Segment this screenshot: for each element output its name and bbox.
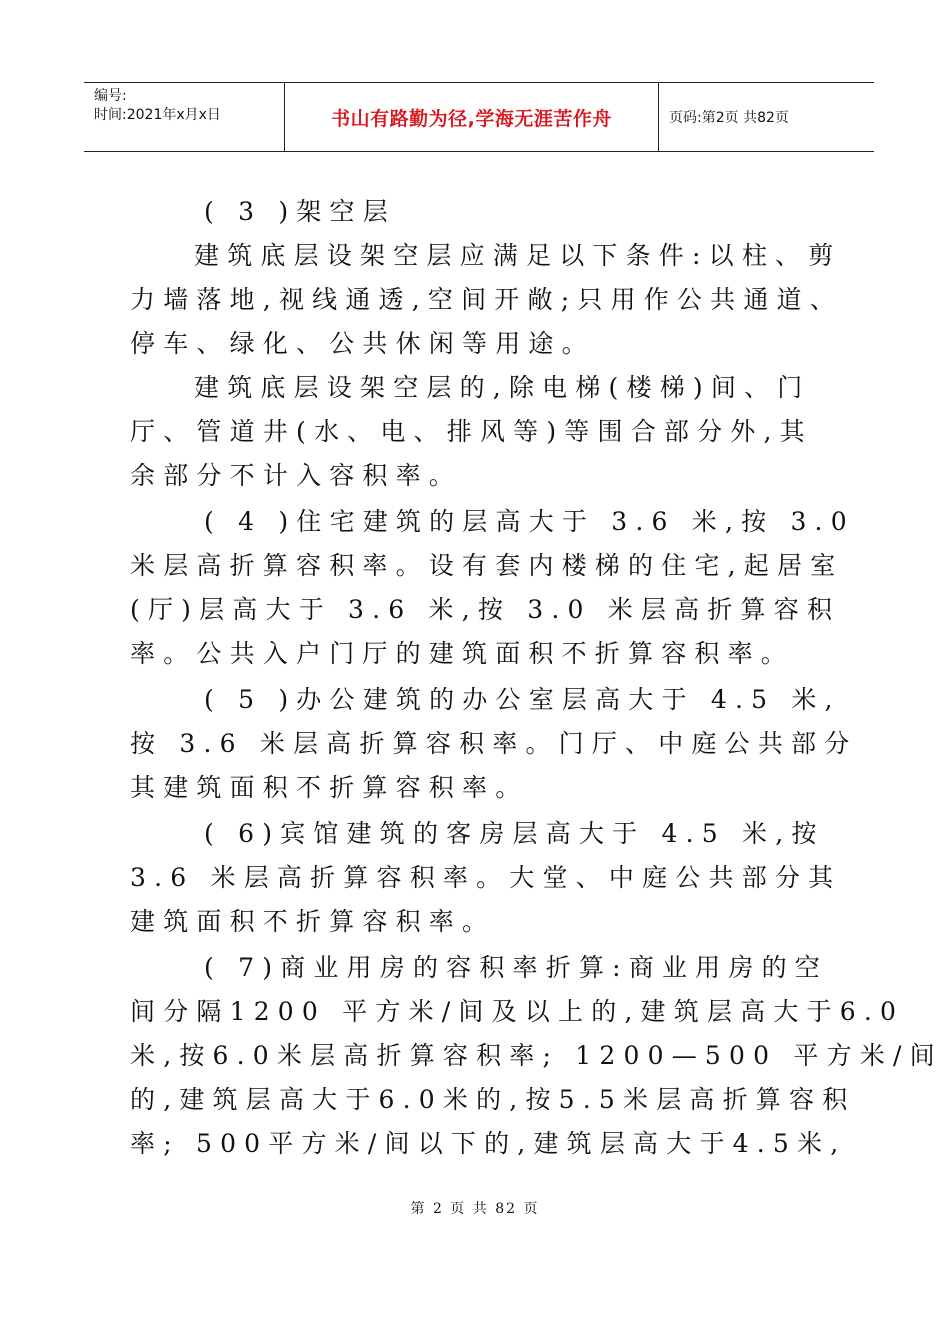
paragraph-line: ( 4 )住宅建筑的层高大于 3.6 米,按 3.0 (204, 507, 855, 536)
paragraph-line: ( 5 )办公建筑的办公室层高大于 4.5 米, (204, 685, 841, 714)
paragraph-line: 米层高折算容积率。设有套内楼梯的住宅,起居室 (130, 551, 844, 580)
header-meta (84, 83, 284, 151)
paragraph-line: 按 3.6 米层高折算容积率。门厅、中庭公共部分 (130, 729, 858, 758)
header-motto: 书山有路勤为径,学海无涯苦作舟 (284, 83, 659, 151)
paragraph-line: ( 6)宾馆建筑的客房层高大于 4.5 米,按 (204, 819, 825, 848)
paragraph-line: 力墙落地,视线通透,空间开敞;只用作公共通道、 (130, 285, 843, 314)
document-number-label: 编号: (94, 88, 127, 104)
paragraph-line: 其建筑面积不折算容积率。 (130, 773, 529, 802)
paragraph-line: ( 7)商业用房的容积率折算:商业用房的空 (204, 953, 828, 982)
paragraph-line: 米,按6.0米层高折算容积率; 1200—500 平方米/间 (130, 1041, 943, 1070)
paragraph-line: 停车、绿化、公共休闲等用途。 (130, 329, 595, 358)
paragraph-line: 率; 500平方米/间以下的,建筑层高大于4.5米, (130, 1129, 847, 1158)
page-footer: 第 2 页 共 82 页 (410, 1201, 540, 1217)
paragraph-line: 3.6 米层高折算容积率。大堂、中庭公共部分其 (130, 863, 842, 892)
page-header (84, 82, 874, 152)
paragraph-line: 厅、管道井(水、电、排风等)等围合部分外,其 (130, 417, 813, 446)
paragraph-line: 间分隔1200 平方米/间及以上的,建筑层高大于6.0 (130, 997, 905, 1026)
paragraph-line: 的,建筑层高大于6.0米的,按5.5米层高折算容积 (130, 1085, 856, 1114)
header-page-info: 页码:第2页 共82页 (669, 110, 789, 126)
paragraph-line: (厅)层高大于 3.6 米,按 3.0 米层高折算容积 (130, 595, 841, 624)
document-time-label: 时间:2021年x月x日 (94, 107, 221, 123)
paragraph-line: 率。公共入户门厅的建筑面积不折算容积率。 (130, 639, 795, 668)
paragraph-line: 余部分不计入容积率。 (130, 461, 463, 490)
paragraph-line: 建筑底层设架空层的,除电梯(楼梯)间、门 (194, 373, 811, 402)
paragraph-line: 建筑面积不折算容积率。 (130, 907, 496, 936)
paragraph-line: 建筑底层设架空层应满足以下条件:以柱、剪 (194, 241, 842, 270)
section-heading: ( 3 )架空层 (204, 197, 396, 226)
